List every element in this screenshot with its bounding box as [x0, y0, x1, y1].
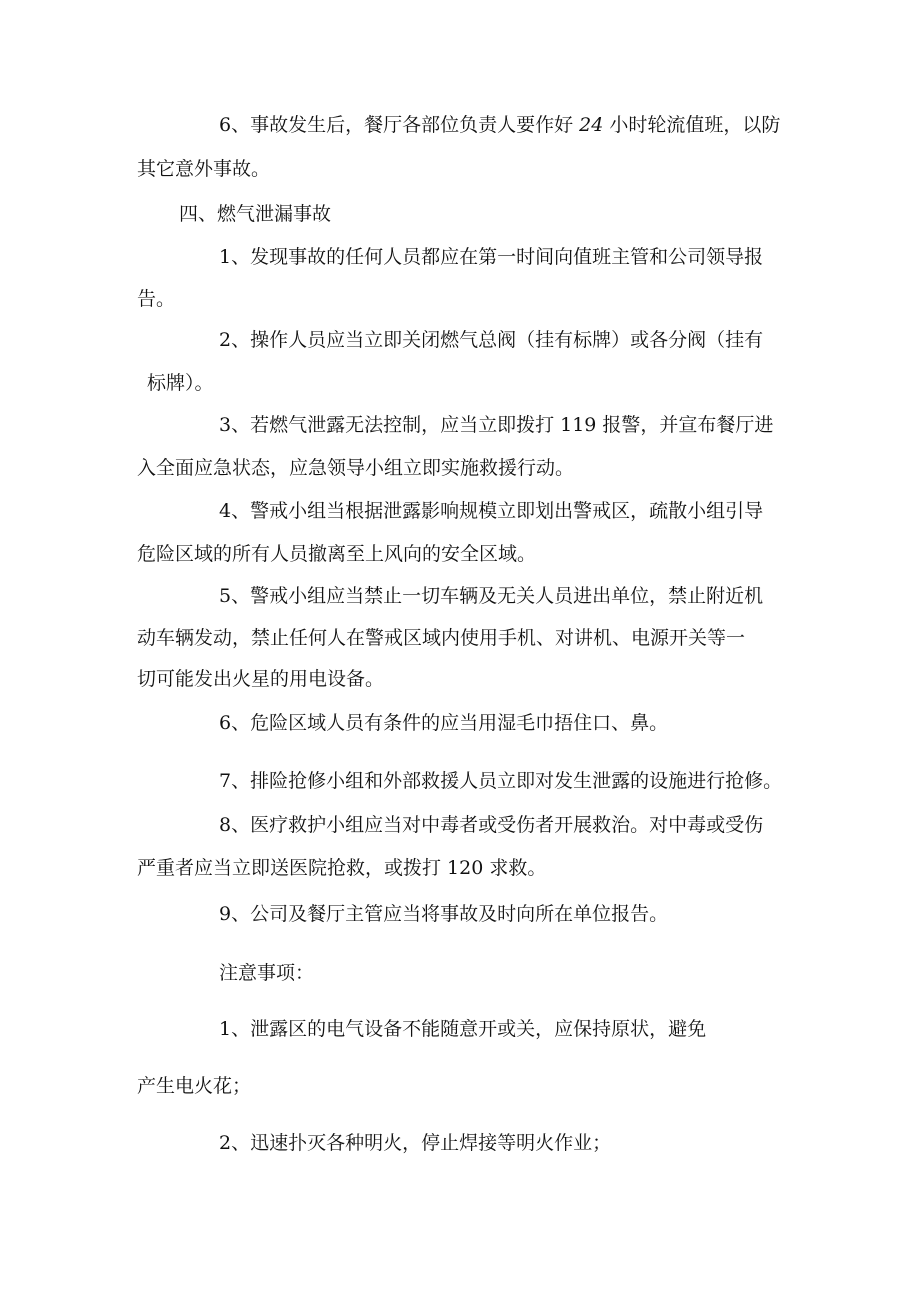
notes-heading: 注意事项：	[219, 962, 315, 984]
list-item-9-line-1: 9、公司及餐厅主管应当将事故及时向所在单位报告。	[219, 903, 669, 925]
list-item-4-line-1: 4、警戒小组当根据泄露影响规模立即划出警戒区，疏散小组引导	[219, 500, 764, 522]
paragraph-text: 小时轮流值班，以防	[603, 114, 781, 136]
list-item-2-line-1: 2、操作人员应当立即关闭燃气总阀（挂有标牌）或各分阀（挂有	[219, 329, 764, 351]
list-item-5-line-3: 切可能发出火星的用电设备。	[137, 668, 385, 690]
list-item-8-line-2: 严重者应当立即送医院抢救，或拨打 120 求救。	[137, 857, 547, 879]
list-item-6-line-1: 6、危险区域人员有条件的应当用湿毛巾捂住口、鼻。	[219, 712, 669, 734]
list-item-5-line-1: 5、警戒小组应当禁止一切车辆及无关人员进出单位，禁止附近机	[219, 585, 764, 607]
note-1-line-2: 产生电火花；	[137, 1075, 252, 1097]
list-item-5-line-2: 动车辆发动，禁止任何人在警戒区域内使用手机、对讲机、电源开关等一	[137, 627, 746, 649]
paragraph-text: 6、事故发生后，餐厅各部位负责人要作好	[219, 114, 580, 136]
note-2-line-1: 2、迅速扑灭各种明火，停止焊接等明火作业；	[219, 1132, 612, 1154]
list-item-1-line-2: 告。	[137, 288, 176, 310]
note-1-line-1: 1、泄露区的电气设备不能随意开或关，应保持原状，避免	[219, 1018, 707, 1040]
list-item-8-line-1: 8、医疗救护小组应当对中毒者或受伤者开展救治。对中毒或受伤	[219, 814, 764, 836]
paragraph-line: 其它意外事故。	[137, 158, 271, 180]
section-heading: 四、燃气泄漏事故	[179, 203, 332, 225]
list-item-3-line-2: 入全面应急状态，应急领导小组立即实施救援行动。	[137, 457, 575, 479]
list-item-7-line-1: 7、排险抢修小组和外部救援人员立即对发生泄露的设施进行抢修。	[219, 770, 783, 792]
hours-number: 24	[579, 114, 604, 136]
list-item-4-line-2: 危险区域的所有人员撤离至上风向的安全区域。	[137, 543, 537, 565]
paragraph-line	[219, 116, 780, 135]
list-item-1-line-1: 1、发现事故的任何人员都应在第一时间向值班主管和公司领导报	[219, 246, 764, 268]
list-item-2-line-2: 标牌）。	[147, 372, 214, 394]
list-item-3-line-1: 3、若燃气泄露无法控制，应当立即拨打 119 报警，并宣布餐厅进	[219, 414, 774, 436]
